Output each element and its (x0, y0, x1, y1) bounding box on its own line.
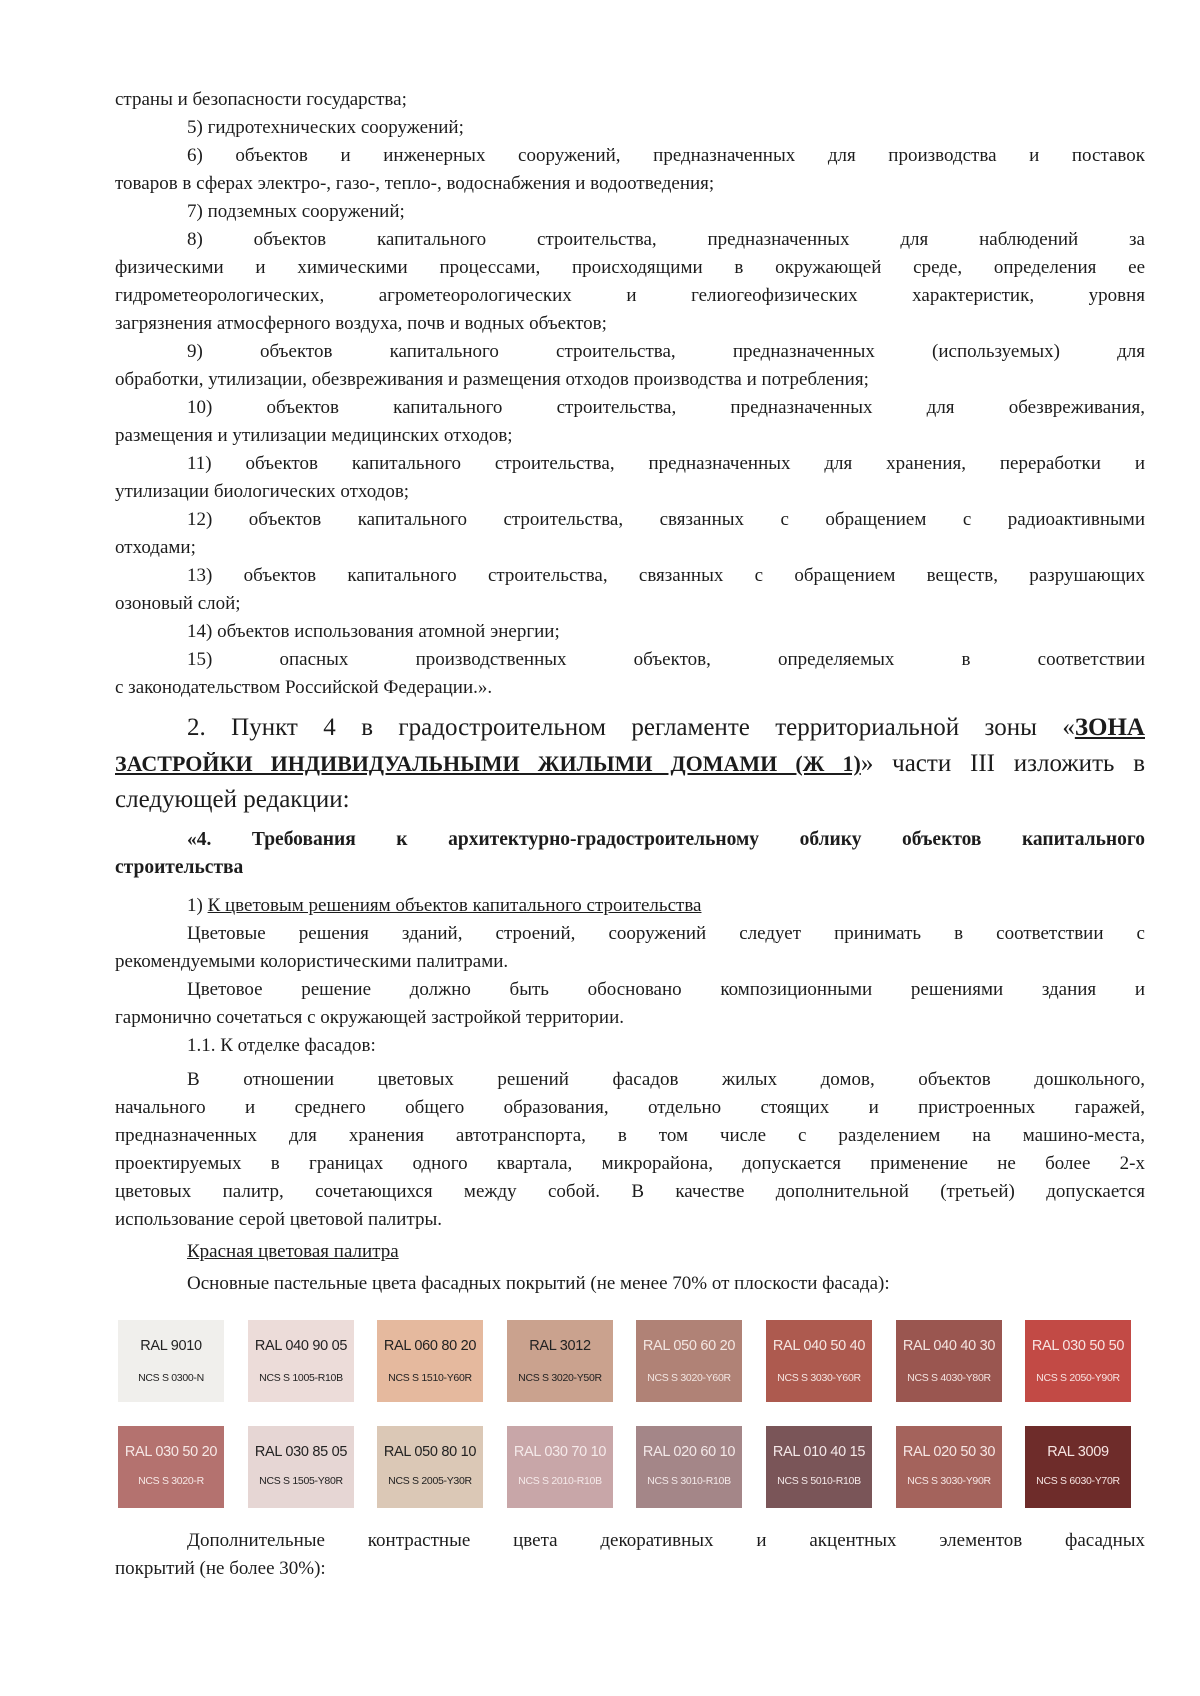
ncs-code: NCS S 2050-Y90R (1036, 1372, 1120, 1384)
list-item-10: 10) объектов капитального строительства, предназначенных для обезвреживания, (187, 397, 1145, 418)
color-swatch (507, 1426, 613, 1508)
list-item-6-cont: товаров в сферах электро-, газо-, тепло-, водоснабжения и водоотведения; (115, 173, 715, 194)
section-2-line-1 (115, 710, 1145, 746)
ral-code: RAL 040 90 05 (254, 1338, 348, 1354)
color-swatch (377, 1320, 483, 1402)
paragraph: покрытий (не более 30%): (115, 1558, 326, 1579)
heading-line-2: строительства (115, 857, 244, 878)
list-item-13: 13) объектов капитального строительства, связанных с обращением веществ, разрушающих (187, 565, 1145, 586)
section-2-line-3: следующей редакции: (115, 786, 350, 813)
list-line: страны и безопасности государства; (115, 89, 407, 110)
ral-code: RAL 3009 (1047, 1444, 1109, 1460)
ncs-code: NCS S 3030-Y90R (907, 1475, 991, 1487)
color-swatch (248, 1426, 354, 1508)
list-block (115, 86, 1145, 702)
paragraph: рекомендуемыми колористическими палитрами. (115, 951, 509, 972)
paragraph: цветовых палитр, сочетающихся между собой. В качестве дополнительной (третьей) допускается (115, 1181, 1145, 1202)
list-item-6: 6) объектов и инженерных сооружений, предназначенных для производства и поставок (187, 145, 1145, 166)
palette-subtitle: Основные пастельные цвета фасадных покрытий (не менее 70% от плоскости фасада): (187, 1273, 890, 1294)
subsection-title-text: К цветовым решениям объектов капитального строительства (207, 895, 702, 916)
list-item-15-cont: с законодательством Российской Федерации.». (115, 677, 493, 698)
body-block (115, 892, 1145, 1298)
zone-name-cont: ЗАСТРОЙКИ ИНДИВИДУАЛЬНЫМИ ЖИЛЫМИ ДОМАМИ (Ж 1) (115, 751, 861, 776)
palette-title: Красная цветовая палитра (187, 1241, 399, 1262)
list-item-9: 9) объектов капитального строительства, предназначенных (используемых) для (187, 341, 1145, 362)
ral-code: RAL 040 50 40 (772, 1338, 866, 1354)
color-swatch (766, 1426, 872, 1508)
color-swatch (377, 1426, 483, 1508)
paragraph: использование серой цветовой палитры. (115, 1209, 442, 1230)
ncs-code: NCS S 0300-N (138, 1372, 204, 1384)
list-item-12-cont: отходами; (115, 537, 196, 558)
subsection-title (115, 892, 1145, 920)
paragraph: Цветовое решение должно быть обосновано композиционными решениями здания и (187, 979, 1145, 1000)
ncs-code: NCS S 1510-Y60R (388, 1372, 472, 1384)
section-2-text: » части III изложить в (860, 750, 1146, 777)
ncs-code: NCS S 1505-Y80R (259, 1475, 343, 1487)
ncs-code: NCS S 4030-Y80R (907, 1372, 991, 1384)
list-item-8-cont: физическими и химическими процессами, происходящими в окружающей среде, определения ее (115, 257, 1145, 278)
ncs-code: NCS S 2010-R10B (518, 1475, 602, 1487)
list-item-11-cont: утилизации биологических отходов; (115, 481, 410, 502)
paragraph: начального и среднего общего образования, отдельно стоящих и пристроенных гаражей, (115, 1097, 1145, 1118)
list-item-9-cont: обработки, утилизации, обезвреживания и размещения отходов производства и потребления; (115, 369, 869, 390)
color-swatch (1025, 1320, 1131, 1402)
section-heading (115, 826, 1145, 882)
ral-code: RAL 060 80 20 (383, 1338, 477, 1354)
paragraph: гармонично сочетаться с окружающей застройкой территории. (115, 1007, 625, 1028)
list-item-11: 11) объектов капитального строительства, предназначенных для хранения, переработки и (187, 453, 1145, 474)
list-item-5: 5) гидротехнических сооружений; (187, 117, 464, 138)
list-item-13-cont: озоновый слой; (115, 593, 241, 614)
heading-line-1: «4. Требования к архитектурно-градостроительному облику объектов капитального (187, 829, 1145, 850)
ncs-code: NCS S 3020-Y60R (647, 1372, 731, 1384)
closing-block (115, 1527, 1145, 1583)
color-swatch (248, 1320, 354, 1402)
ncs-code: NCS S 3020-Y50R (518, 1372, 602, 1384)
color-swatch (507, 1320, 613, 1402)
ral-code: RAL 020 50 30 (902, 1444, 996, 1460)
section-2-text: 2. Пункт 4 в градостроительном регламенте территориальной зоны « (187, 714, 1075, 741)
list-item-15: 15) опасных производственных объектов, определяемых в соответствии (187, 649, 1145, 670)
list-item-8-cont: гидрометеорологических, агрометеорологических и гелиогеофизических характеристик, уровня (115, 285, 1145, 306)
paragraph: Дополнительные контрастные цвета декоративных и акцентных элементов фасадных (187, 1530, 1145, 1551)
ral-code: RAL 020 60 10 (642, 1444, 736, 1460)
ral-code: RAL 050 60 20 (642, 1338, 736, 1354)
ncs-code: NCS S 6030-Y70R (1036, 1475, 1120, 1487)
section-2-line-2 (115, 746, 1145, 782)
list-item-10-cont: размещения и утилизации медицинских отходов; (115, 425, 513, 446)
ral-code: RAL 9010 (140, 1338, 202, 1354)
ral-code: RAL 040 40 30 (902, 1338, 996, 1354)
ncs-code: NCS S 2005-Y30R (388, 1475, 472, 1487)
ral-code: RAL 030 50 50 (1031, 1338, 1125, 1354)
paragraph: 1.1. К отделке фасадов: (187, 1035, 376, 1056)
ral-code: RAL 3012 (529, 1338, 591, 1354)
ncs-code: NCS S 3010-R10B (647, 1475, 731, 1487)
ncs-code: NCS S 5010-R10B (777, 1475, 861, 1487)
subsection-number: 1) (187, 895, 203, 916)
paragraph: предназначенных для хранения автотранспорта, в том числе с разделением на машино-места, (115, 1125, 1145, 1146)
ral-code: RAL 050 80 10 (383, 1444, 477, 1460)
color-swatch (896, 1426, 1002, 1508)
list-item-14: 14) объектов использования атомной энергии; (187, 621, 560, 642)
color-swatch (118, 1320, 224, 1402)
list-item-8-cont: загрязнения атмосферного воздуха, почв и водных объектов; (115, 313, 607, 334)
paragraph: В отношении цветовых решений фасадов жилых домов, объектов дошкольного, (187, 1069, 1145, 1090)
paragraph: Цветовые решения зданий, строений, сооружений следует принимать в соответствии с (187, 923, 1145, 944)
ncs-code: NCS S 3020-R (138, 1475, 204, 1487)
list-item-8: 8) объектов капитального строительства, предназначенных для наблюдений за (187, 229, 1145, 250)
list-item-12: 12) объектов капитального строительства, связанных с обращением с радиоактивными (187, 509, 1145, 530)
section-2 (115, 710, 1145, 818)
color-swatch (766, 1320, 872, 1402)
list-item-7: 7) подземных сооружений; (187, 201, 405, 222)
zone-name: ЗОНА (1074, 714, 1145, 741)
color-swatch (636, 1320, 742, 1402)
color-swatch (118, 1426, 224, 1508)
ral-code: RAL 030 50 20 (124, 1444, 218, 1460)
color-swatch (636, 1426, 742, 1508)
ncs-code: NCS S 1005-R10B (259, 1372, 343, 1384)
color-swatch (896, 1320, 1002, 1402)
ncs-code: NCS S 3030-Y60R (777, 1372, 861, 1384)
paragraph: проектируемых в границах одного квартала, микрорайона, допускается применение не более 2-х (115, 1153, 1145, 1174)
ral-code: RAL 030 70 10 (513, 1444, 607, 1460)
ral-code: RAL 010 40 15 (772, 1444, 866, 1460)
ral-code: RAL 030 85 05 (254, 1444, 348, 1460)
color-swatch (1025, 1426, 1131, 1508)
